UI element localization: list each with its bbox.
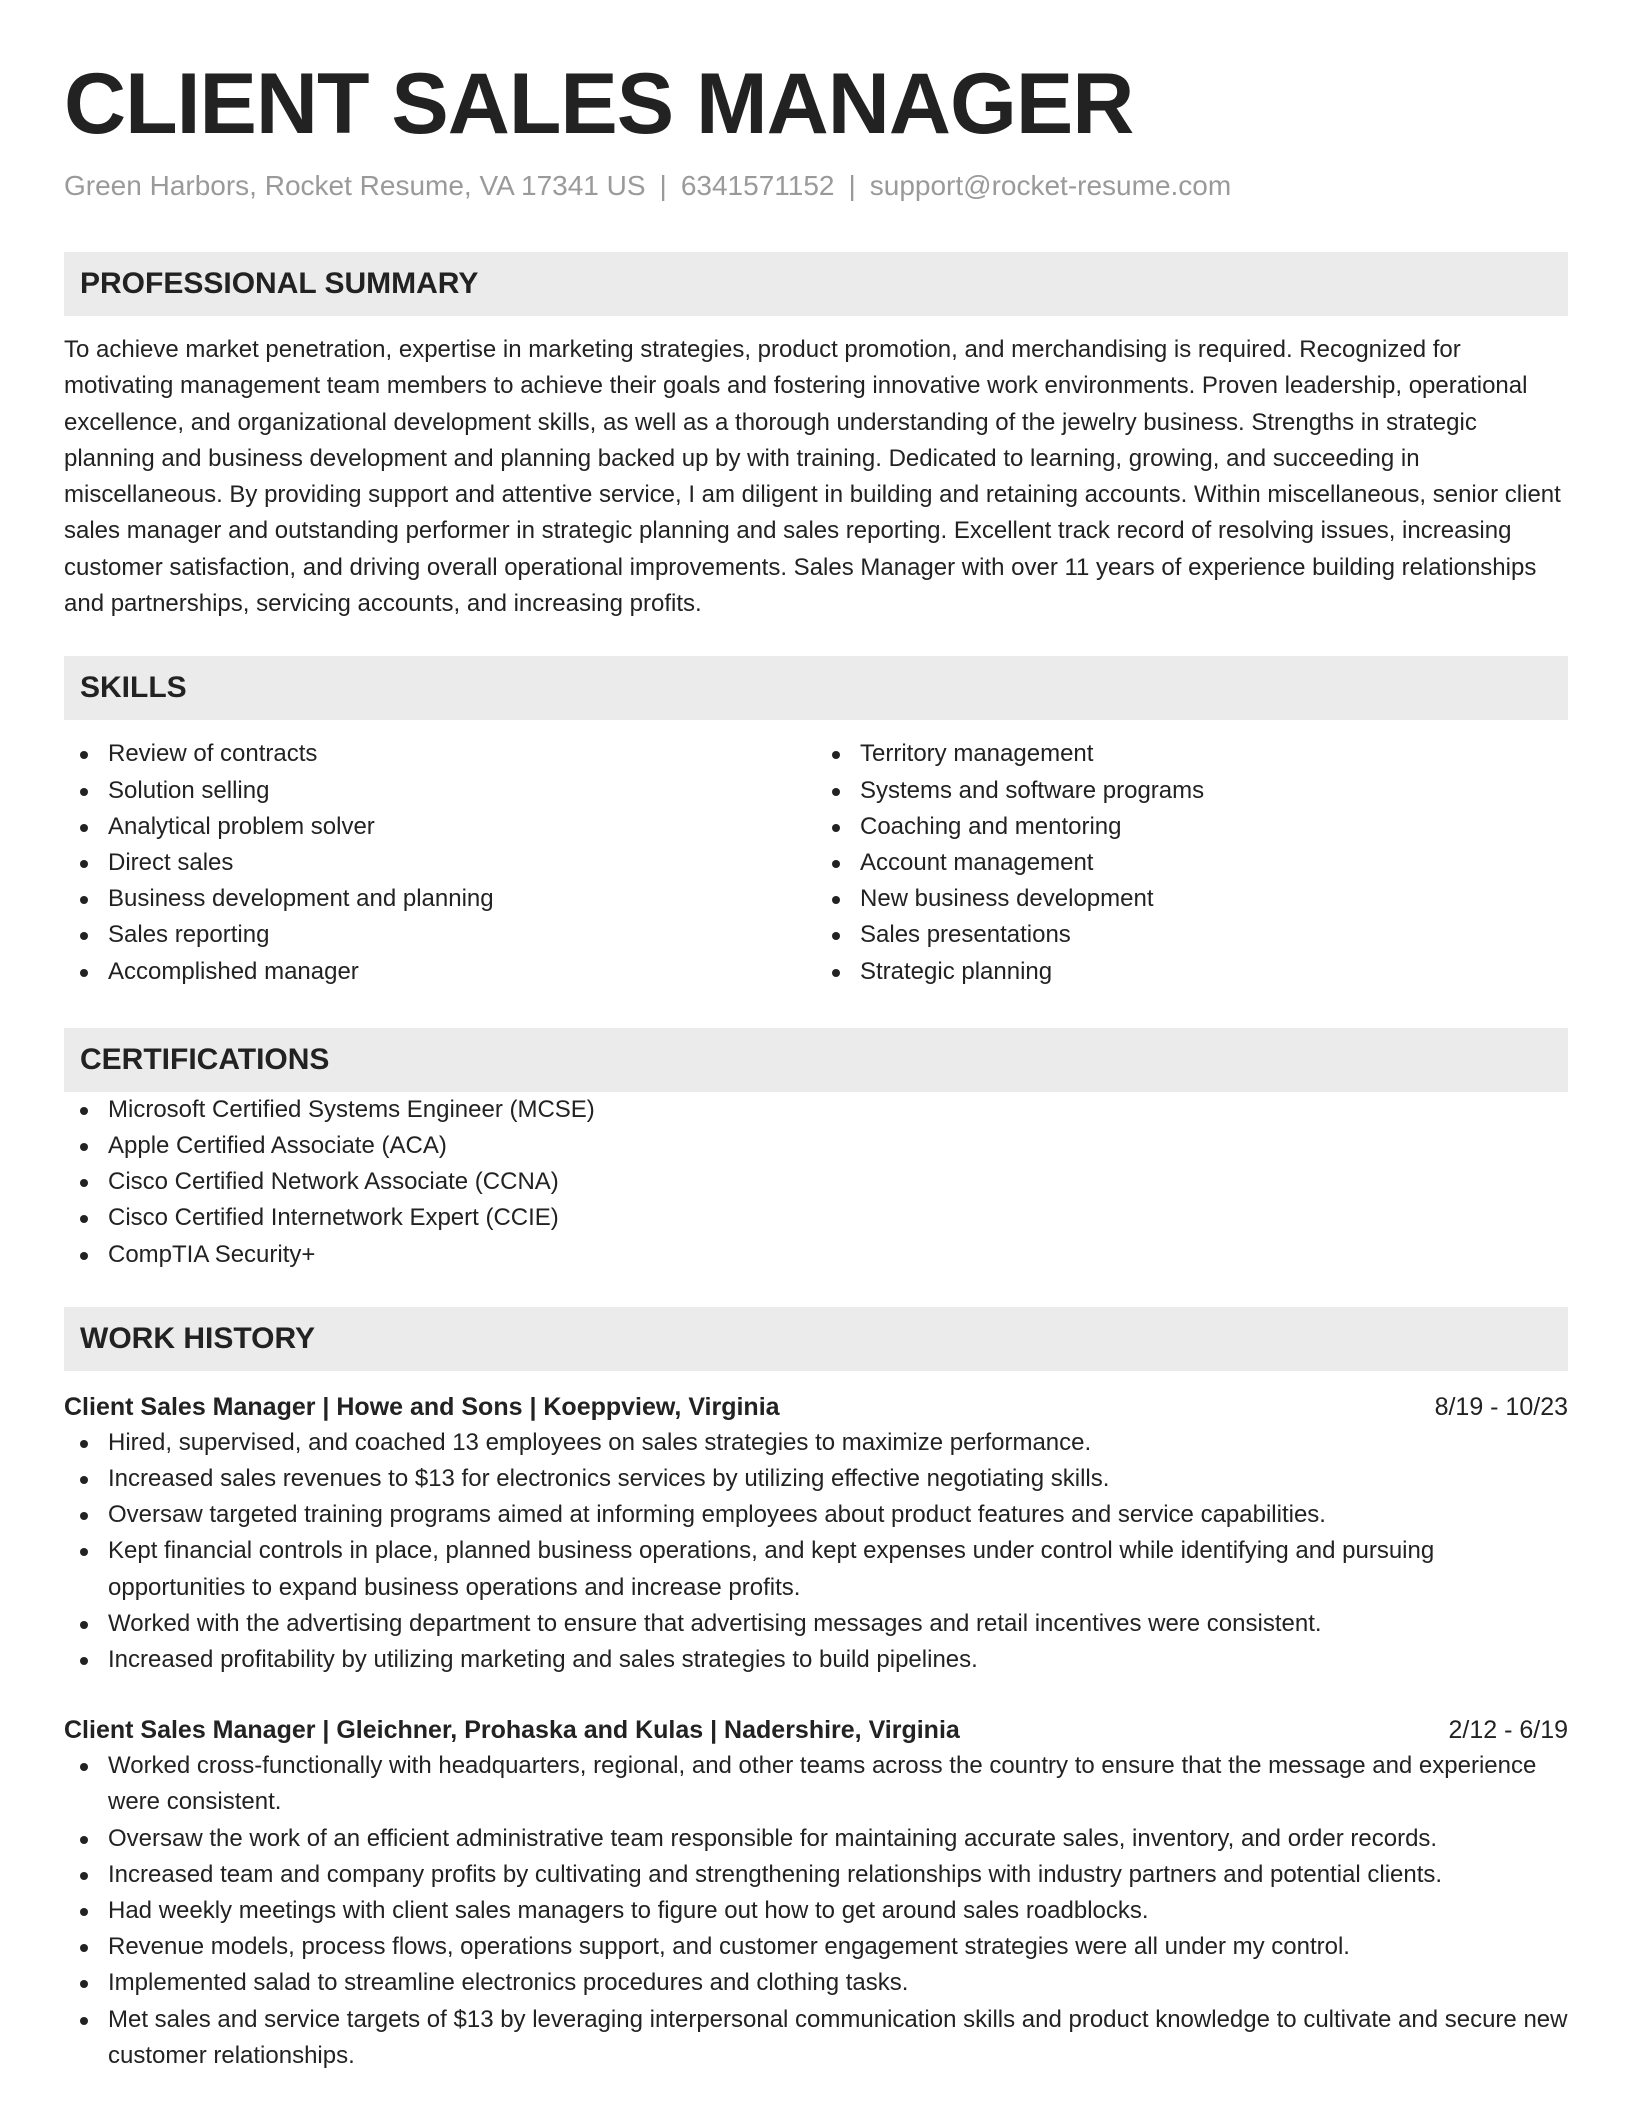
certification-item: Microsoft Certified Systems Engineer (MCSE): [64, 1092, 1568, 1128]
skill-item: Systems and software programs: [816, 773, 1568, 809]
job-bullet: Had weekly meetings with client sales managers to figure out how to get around sales roadblocks.: [64, 1893, 1568, 1929]
skill-item: Review of contracts: [64, 736, 816, 772]
job-dates: 2/12 - 6/19: [1448, 1716, 1568, 1745]
section-header-summary: PROFESSIONAL SUMMARY: [64, 252, 1568, 316]
skill-item: Analytical problem solver: [64, 809, 816, 845]
skills-column-right: [816, 736, 1568, 989]
skills-list-right: [816, 736, 1568, 989]
job-bullet: Worked cross-functionally with headquarters, regional, and other teams across the country to ensure that the message and experience were consistent.: [64, 1748, 1568, 1820]
skill-item: Accomplished manager: [64, 954, 816, 990]
section-header-skills: SKILLS: [64, 656, 1568, 720]
skill-item: Coaching and mentoring: [816, 809, 1568, 845]
job-bullet: Increased sales revenues to $13 for electronics services by utilizing effective negotiating skills.: [64, 1461, 1568, 1497]
certification-item: Cisco Certified Internetwork Expert (CCIE): [64, 1200, 1568, 1236]
contact-phone: 6341571152: [680, 170, 835, 201]
summary-text: To achieve market penetration, expertise in marketing strategies, product promotion, and merchandising is required. Recognized for motivating management team members to achieve their goals and fostering innovative work environments. Proven leadership, operational excellence, and organizational development skills, as well as a thorough understanding of the jewelry business. Strengths in strategic planning and business development and planning backed up by with training. Dedicated to learning, growing, and succeeding in miscellaneous. By providing support and attentive service, I am diligent in building and retaining accounts. Within miscellaneous, senior client sales manager and outstanding performer in strategic planning and sales reporting. Excellent track record of resolving issues, increasing customer satisfaction, and driving overall operational improvements. Sales Manager with over 11 years of experience building relationships and partnerships, servicing accounts, and increasing profits.: [64, 336, 1561, 618]
contact-separator: |: [848, 170, 856, 201]
job-bullet: Increased team and company profits by cultivating and strengthening relationships with industry partners and potential clients.: [64, 1857, 1568, 1893]
job-dates: 8/19 - 10/23: [1434, 1392, 1568, 1421]
certification-item: CompTIA Security+: [64, 1237, 1568, 1273]
skills-grid: [64, 736, 1568, 989]
contact-address: Green Harbors, Rocket Resume, VA 17341 US: [64, 170, 646, 201]
skill-item: Sales reporting: [64, 917, 816, 953]
job-bullets: [64, 1425, 1568, 1678]
job-title: Client Sales Manager | Howe and Sons | Koeppview, Virginia: [64, 1392, 780, 1421]
certifications-list: [64, 1092, 1568, 1273]
contact-separator: |: [659, 170, 667, 201]
contact-email: support@rocket-resume.com: [869, 170, 1232, 201]
job-bullet: Revenue models, process flows, operations support, and customer engagement strategies were all under my control.: [64, 1929, 1568, 1965]
job-bullets: [64, 1748, 1568, 2074]
contact-line: [64, 168, 1568, 204]
job-title: Client Sales Manager | Gleichner, Prohaska and Kulas | Nadershire, Virginia: [64, 1716, 960, 1745]
job-bullet: Worked with the advertising department to ensure that advertising messages and retail incentives were consistent.: [64, 1606, 1568, 1642]
job-bullet: Met sales and service targets of $13 by leveraging interpersonal communication skills and product knowledge to cultivate and secure new customer relationships.: [64, 2002, 1568, 2074]
skill-item: Direct sales: [64, 845, 816, 881]
section-header-certifications: CERTIFICATIONS: [64, 1028, 1568, 1092]
job-header: [64, 1712, 1568, 1748]
skill-item: Solution selling: [64, 773, 816, 809]
candidate-name: CLIENT SALES MANAGER: [64, 56, 1134, 152]
certification-item: Apple Certified Associate (ACA): [64, 1128, 1568, 1164]
certification-item: Cisco Certified Network Associate (CCNA): [64, 1164, 1568, 1200]
job-bullet: Increased profitability by utilizing marketing and sales strategies to build pipelines.: [64, 1642, 1568, 1678]
job-bullet: Oversaw targeted training programs aimed at informing employees about product features and service capabilities.: [64, 1497, 1568, 1533]
skill-item: Account management: [816, 845, 1568, 881]
job-header: [64, 1389, 1568, 1425]
skill-item: Sales presentations: [816, 917, 1568, 953]
skill-item: Strategic planning: [816, 954, 1568, 990]
job-entry: [64, 1389, 1568, 1678]
skills-column-left: [64, 736, 816, 989]
skill-item: Business development and planning: [64, 881, 816, 917]
job-entry: [64, 1712, 1568, 2074]
job-bullet: Oversaw the work of an efficient administrative team responsible for maintaining accurate sales, inventory, and order records.: [64, 1821, 1568, 1857]
job-bullet: Kept financial controls in place, planned business operations, and kept expenses under control while identifying and pursuing opportunities to expand business operations and increase profits.: [64, 1533, 1568, 1605]
job-bullet: Implemented salad to streamline electronics procedures and clothing tasks.: [64, 1965, 1568, 2001]
skills-list-left: [64, 736, 816, 989]
job-bullet: Hired, supervised, and coached 13 employees on sales strategies to maximize performance.: [64, 1425, 1568, 1461]
skill-item: New business development: [816, 881, 1568, 917]
skill-item: Territory management: [816, 736, 1568, 772]
section-header-work-history: WORK HISTORY: [64, 1307, 1568, 1371]
